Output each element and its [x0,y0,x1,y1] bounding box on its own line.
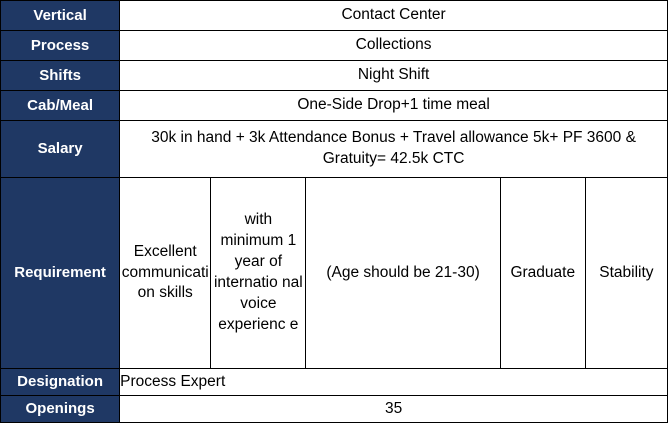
row-value-vertical: Contact Center [120,1,668,31]
table-row [1,121,668,178]
requirement-cell-age: (Age should be 21-30) [306,178,500,369]
row-value-process: Collections [120,31,668,61]
row-label-cab-meal: Cab/Meal [1,91,120,121]
requirement-cell-education: Graduate [500,178,585,369]
row-label-shifts: Shifts [1,61,120,91]
row-value-cab-meal: One-Side Drop+1 time meal [120,91,668,121]
row-label-designation: Designation [1,369,120,396]
table-row [1,31,668,61]
row-label-salary: Salary [1,121,120,178]
table-row [1,396,668,423]
row-value-openings: 35 [120,396,668,423]
requirement-cell-communication: Excellent communication skills [120,178,211,369]
row-value-salary: 30k in hand + 3k Attendance Bonus + Travel allowance 5k+ PF 3600 & Gratuity= 42.5k CTC [120,121,668,178]
row-label-openings: Openings [1,396,120,423]
table-row [1,1,668,31]
table-row [1,178,668,369]
table-row [1,369,668,396]
row-value-designation: Process Expert [120,369,668,396]
row-value-shifts: Night Shift [120,61,668,91]
row-label-vertical: Vertical [1,1,120,31]
requirement-cell-experience: with minimum 1 year of internatio nal voice experienc e [211,178,306,369]
requirement-cell-stability: Stability [585,178,667,369]
row-label-requirement: Requirement [1,178,120,369]
table-row [1,61,668,91]
table-row [1,91,668,121]
row-label-process: Process [1,31,120,61]
